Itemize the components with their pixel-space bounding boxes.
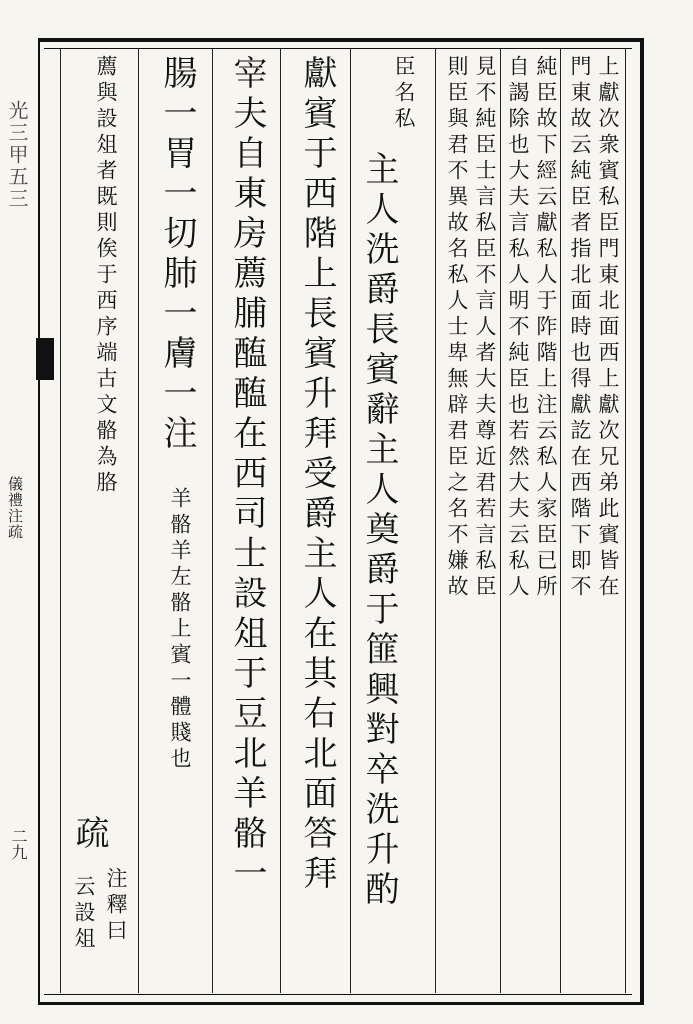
column-rule <box>280 48 281 993</box>
main-text: 獻賓于西階上長賓升拜受爵主人在其右北面答拜 <box>297 55 337 895</box>
column-rule <box>560 48 561 993</box>
column-rule <box>138 48 139 993</box>
annotation-line-right: 見不純臣士言私臣不言人者大夫尊近君若言私臣 <box>473 55 497 601</box>
commentary-marker: 疏 <box>69 815 109 855</box>
page-number: 二九 <box>9 828 28 860</box>
column-rule <box>350 48 351 993</box>
annotation-line-left: 門東故云純臣者指北面時也得獻訖在西階下即不 <box>568 55 592 601</box>
annotation-text: 羊骼羊左骼上賓一體賤也 <box>168 487 192 773</box>
column-rule <box>500 48 501 993</box>
annotation-text: 薦與設俎者既則俟于西序端古文骼為胳 <box>94 55 118 497</box>
annotation-line-right: 上獻次衆賓私臣門東北面西上獻次兄弟此賓皆在 <box>596 55 620 601</box>
book-title: 儀禮注疏 <box>6 476 24 540</box>
annotation-text: 注釋曰 <box>104 867 128 945</box>
main-text: 腸一胃一切肺一膚一注 <box>157 55 197 455</box>
annotation-text: 云設俎 <box>72 875 96 953</box>
main-text: 主人洗爵長賓辭主人奠爵于篚興對卒洗升酌 <box>359 151 399 911</box>
annotation-line-left: 則臣與君不異故名私人士卑無辟君臣之名不嫌故 <box>445 55 469 601</box>
margin-top-text: 光三甲五三 <box>5 100 29 210</box>
column-rule <box>435 48 436 993</box>
column-rule <box>625 48 626 993</box>
annotation-tail: 臣名私 <box>392 55 416 133</box>
main-text: 宰夫自東房薦脯醢醢在西司士設俎于豆北羊骼一 <box>227 55 267 895</box>
column-rule <box>60 48 61 993</box>
annotation-line-right: 純臣故下經云獻私人于阼階上注云私人家臣已所 <box>534 55 558 601</box>
annotation-line-left: 自謁除也大夫言私人明不純臣也若然大夫云私人 <box>506 55 530 601</box>
column-rule <box>212 48 213 993</box>
